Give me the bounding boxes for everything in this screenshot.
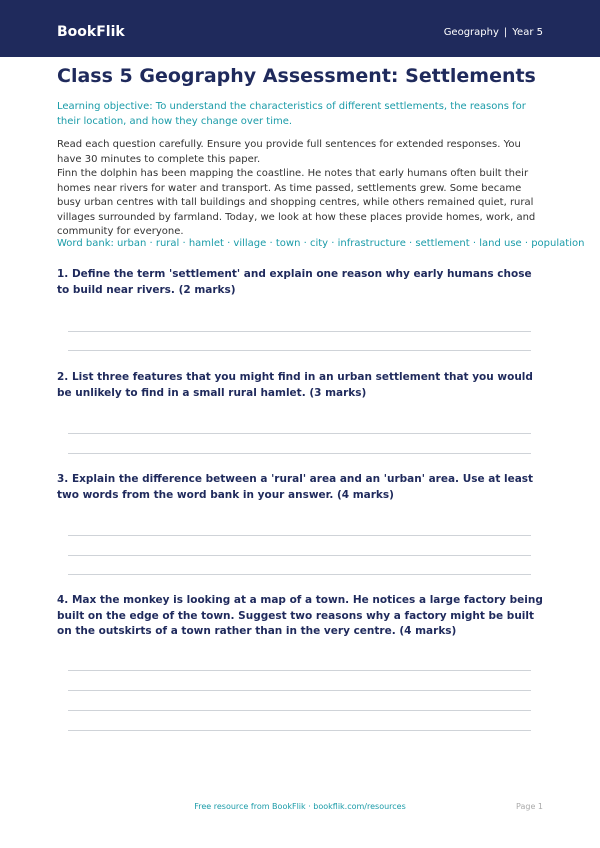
answer-line[interactable] [68, 331, 531, 332]
question-3: 3. Explain the difference between a 'rural' area and an 'urban' area. Use at least two words from the word bank in your answer. (4 marks) [57, 473, 534, 501]
answer-line[interactable] [68, 730, 531, 731]
question-4: 4. Max the monkey is looking at a map of a town. He notices a large factory being built on the edge of the town. Suggest two reasons why a factory might be built on the outskirts of a town rather than in the very centre. (4 marks) [57, 594, 543, 637]
answer-line[interactable] [68, 555, 531, 556]
year-label: Year 5 [512, 27, 543, 38]
answer-line[interactable] [68, 710, 531, 711]
subject-label: Geography [443, 27, 499, 38]
page-title: Class 5 Geography Assessment: Settlements [57, 65, 536, 87]
answer-line[interactable] [68, 350, 531, 351]
answer-line[interactable] [68, 690, 531, 691]
reading-passage: Finn the dolphin has been mapping the coastline. He notes that early humans often built their homes near rivers for water and transport. As time passed, settlements grew. Some became busy urban centres with tall buildings and shopping centres, while others remained quiet, rural villages surrounded by farmland. Today, we look at how these places provide homes, work, and community for everyone. [57, 168, 536, 237]
subject-year-label [444, 26, 543, 40]
answer-line[interactable] [68, 574, 531, 575]
answer-line[interactable] [68, 453, 531, 454]
answer-line[interactable] [68, 433, 531, 434]
page-number: Page 1 [516, 802, 543, 811]
page-header [0, 0, 600, 57]
question-1: 1. Define the term 'settlement' and explain one reason why early humans chose to build near rivers. (2 marks) [57, 268, 532, 296]
answer-line[interactable] [68, 535, 531, 536]
header-separator: | [503, 27, 508, 38]
question-2: 2. List three features that you might find in an urban settlement that you would be unlikely to find in a small rural hamlet. (3 marks) [57, 371, 533, 399]
learning-objective: Learning objective: To understand the characteristics of different settlements, the reasons for their location, and how they change over time. [57, 101, 526, 127]
brand-logo: BookFlik [57, 24, 125, 40]
footer-credit: Free resource from BookFlik · bookflik.com/resources [194, 802, 406, 811]
answer-line[interactable] [68, 670, 531, 671]
instructions: Read each question carefully. Ensure you provide full sentences for extended responses. You have 30 minutes to complete this paper. [57, 139, 521, 165]
word-bank: Word bank: urban · rural · hamlet · village · town · city · infrastructure · settlement · land use · population [57, 238, 585, 249]
